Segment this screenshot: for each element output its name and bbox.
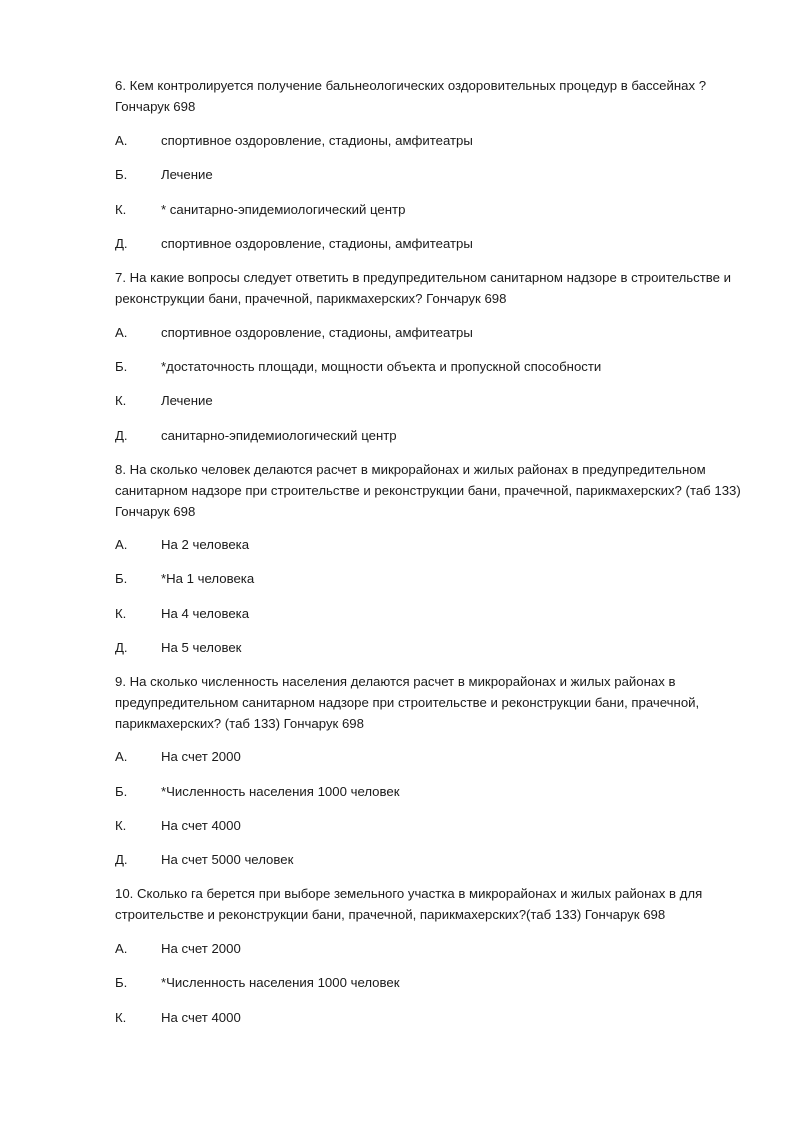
option-letter: Б.	[115, 167, 128, 182]
option-letter: Б.	[115, 975, 128, 990]
option-text: На счет 2000	[161, 749, 241, 764]
option-text: На 4 человека	[161, 606, 250, 621]
question-8-option-k	[115, 603, 745, 624]
option-letter: Б.	[115, 571, 128, 586]
option-text: спортивное оздоровление, стадионы, амфитеатры	[161, 133, 473, 148]
question-6-option-a	[115, 130, 745, 151]
option-letter: К.	[115, 606, 127, 621]
question-9-option-a	[115, 746, 745, 767]
option-letter: К.	[115, 202, 127, 217]
question-9-option-k	[115, 815, 745, 836]
option-text: Лечение	[161, 393, 213, 408]
question-9-option-b	[115, 781, 745, 802]
option-text: На счет 2000	[161, 941, 241, 956]
question-7-option-k	[115, 390, 745, 411]
option-letter: Д.	[115, 236, 128, 251]
option-letter: А.	[115, 749, 128, 764]
option-text: *На 1 человека	[161, 571, 255, 586]
option-text: На счет 4000	[161, 1010, 241, 1025]
option-text: На счет 4000	[161, 818, 241, 833]
option-text: * санитарно-эпидемиологический центр	[161, 202, 406, 217]
question-7-text: 7. На какие вопросы следует ответить в предупредительном санитарном надзоре в строительстве и реконструкции бани, прачечной, парикмахерских? Гончарук 698	[115, 270, 732, 306]
question-9-text: 9. На сколько численность населения делаются расчет в микрорайонах и жилых районах в предупредительном санитарном надзоре при строительстве и реконструкции бани, прачечной, парикмахерских? (таб 133) Гончарук 698	[115, 674, 700, 731]
question-7-option-d	[115, 425, 745, 446]
question-8-text: 8. На сколько человек делаются расчет в микрорайонах и жилых районах в предупредительном санитарном надзоре при строительстве и реконструкции бани, прачечной, парикмахерских? (таб 133) Гончарук 698	[115, 462, 741, 519]
question-6-option-b	[115, 164, 745, 185]
question-7-option-a	[115, 322, 745, 343]
option-letter: К.	[115, 818, 127, 833]
question-9-option-d	[115, 849, 745, 870]
option-text: *Численность населения 1000 человек	[161, 975, 400, 990]
option-text: спортивное оздоровление, стадионы, амфитеатры	[161, 325, 473, 340]
option-text: На 5 человек	[161, 640, 242, 655]
option-text: спортивное оздоровление, стадионы, амфитеатры	[161, 236, 473, 251]
question-8-option-a	[115, 534, 745, 555]
option-letter: Б.	[115, 359, 128, 374]
question-8-option-b	[115, 568, 745, 589]
question-6-option-k	[115, 199, 745, 220]
option-text: Лечение	[161, 167, 213, 182]
option-letter: Б.	[115, 784, 128, 799]
option-letter: А.	[115, 537, 128, 552]
option-letter: А.	[115, 325, 128, 340]
question-8-option-d	[115, 637, 745, 658]
option-text: санитарно-эпидемиологический центр	[161, 428, 397, 443]
question-6-text: 6. Кем контролируется получение бальнеологических оздоровительных процедур в бассейнах ? Гончарук 698	[115, 78, 707, 114]
option-letter: Д.	[115, 428, 128, 443]
question-10-text: 10. Сколько га берется при выборе земельного участка в микрорайонах и жилых районах в для строительстве и реконструкции бани, прачечной, парикмахерских?(таб 133) Гончарук 698	[115, 886, 703, 922]
question-6-option-d	[115, 233, 745, 254]
option-text: *достаточность площади, мощности объекта и пропускной способности	[161, 359, 602, 374]
option-letter: К.	[115, 1010, 127, 1025]
option-letter: Д.	[115, 852, 128, 867]
question-7-option-b	[115, 356, 745, 377]
option-letter: А.	[115, 941, 128, 956]
option-letter: К.	[115, 393, 127, 408]
option-letter: Д.	[115, 640, 128, 655]
question-10-option-b	[115, 972, 745, 993]
option-text: На счет 5000 человек	[161, 852, 294, 867]
option-text: На 2 человека	[161, 537, 250, 552]
option-text: *Численность населения 1000 человек	[161, 784, 400, 799]
option-letter: А.	[115, 133, 128, 148]
question-10-option-a	[115, 938, 745, 959]
question-10-option-k	[115, 1007, 745, 1028]
